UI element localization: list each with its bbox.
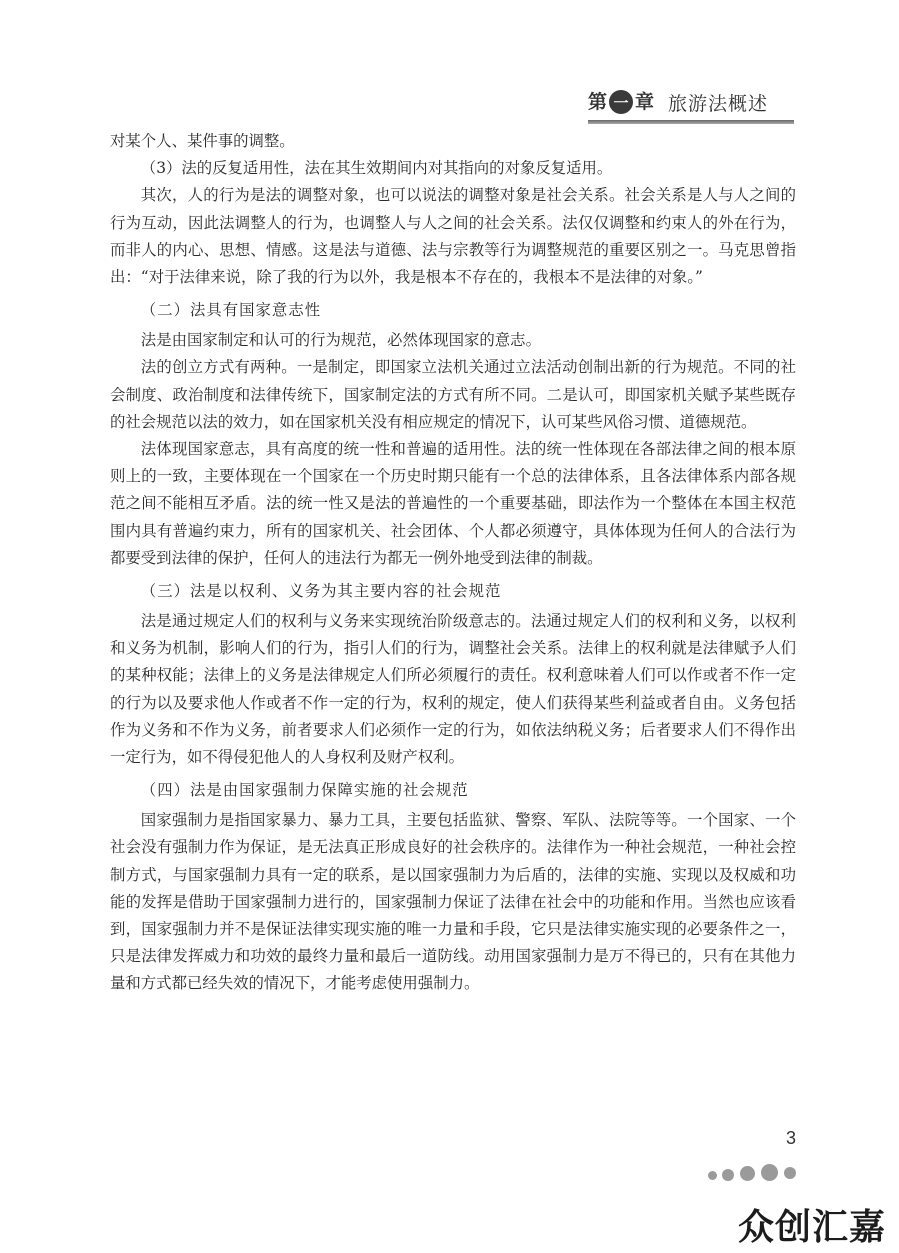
paragraph: 对某个人、某件事的调整。 [110,132,295,150]
paragraph: （3）法的反复适用性，法在其生效期间内对其指向的对象反复适用。 [140,159,613,178]
paragraph: 法是由国家制定和认可的行为规范，必然体现国家的意志。 [140,331,541,350]
section-heading: （二）法具有国家意志性 [140,301,322,320]
chapter-header [588,82,794,122]
chapter-prefix: 第 [588,90,608,113]
header-rule [588,120,794,124]
chapter-suffix: 章 [635,90,655,113]
chapter-number-badge: 一 [609,90,633,114]
page-body [110,128,796,998]
paragraph: 国家强制力是指国家暴力、暴力工具，主要包括监狱、警察、军队、法院等等。一个国家、一个社会没有强制力作为保证，是无法真正形成良好的社会秩序的。法律作为一种社会规范，一种社会控制方式，与国家强制力具有一定的联系，是以国家强制力为后盾的，法律的实施、实现以及权威和功能的发挥是借助于国家强制力进行的，国家强制力保证了法律在社会中的功能和作用。当然也应该看到，国家强制力并不是保证法律实现实施的唯一力量和手段，它只是法律实施实现的必要条件之一，只是法律发挥威力和功效的最终力量和最后一道防线。动用国家强制力是万不得已的，只有在其他力量和方式都已经失效的情况下，才能考虑使用强制力。 [110,811,796,993]
decorative-dots [708,1161,796,1181]
paragraph: 其次，人的行为是法的调整对象，也可以说法的调整对象是社会关系。社会关系是人与人之间的行为互动，因此法调整人的行为，也调整人与人之间的社会关系。法仅仅调整和约束人的外在行为，而非人的内心、思想、情感。这是法与道德、法与宗教等行为调整规范的重要区别之一。马克思曾指出：“对于法律来说，除了我的行为以外，我是根本不存在的，我根本不是法律的对象。” [110,186,796,287]
chapter-title: 旅游法概述 [668,92,769,115]
section-heading: （三）法是以权利、义务为其主要内容的社会规范 [140,582,502,601]
dot-icon [722,1169,734,1181]
chapter-label [588,90,654,114]
paragraph: 法是通过规定人们的权利与义务来实现统治阶级意志的。法通过规定人们的权利和义务，以权利和义务为机制，影响人们的行为，指引人们的行为，调整社会关系。法律上的权利就是法律赋予人们的某种权能；法律上的义务是法律规定人们所必须履行的责任。权利意味着人们可以作或者不作一定的行为以及要求他人作或者不作一定的行为，权利的规定，使人们获得某些利益或者自由。义务包括作为义务和不作为义务，前者要求人们必须作一定的行为，如依法纳税义务；后者要求人们不得作出一定行为，如不得侵犯他人的人身权利及财产权利。 [110,612,796,767]
paragraph: 法的创立方式有两种。一是制定，即国家立法机关通过立法活动创制出新的行为规范。不同的社会制度、政治制度和法律传统下，国家制定法的方式有所不同。二是认可，即国家机关赋予某些既存的社会规范以法的效力，如在国家机关没有相应规定的情况下，认可某些风俗习惯、道德规范。 [110,358,796,431]
page-number: 3 [785,1128,796,1148]
dot-icon [761,1164,778,1181]
dot-icon [740,1166,755,1181]
dot-icon [708,1171,717,1180]
dot-icon [784,1167,796,1179]
section-heading: （四）法是由国家强制力保障实施的社会规范 [140,781,469,800]
paragraph: 法体现国家意志，具有高度的统一性和普遍的适用性。法的统一性体现在各部法律之间的根本原则上的一致，主要体现在一个国家在一个历史时期只能有一个总的法律体系，且各法律体系内部各规范之间不能相互矛盾。法的统一性又是法的普遍性的一个重要基础，即法作为一个整体在本国主权范围内具有普遍约束力，所有的国家机关、社会团体、个人都必须遵守，具体体现为任何人的合法行为都要受到法律的保护，任何人的违法行为都无一例外地受到法律的制裁。 [110,440,796,567]
watermark: 众创汇嘉 [738,1207,887,1248]
